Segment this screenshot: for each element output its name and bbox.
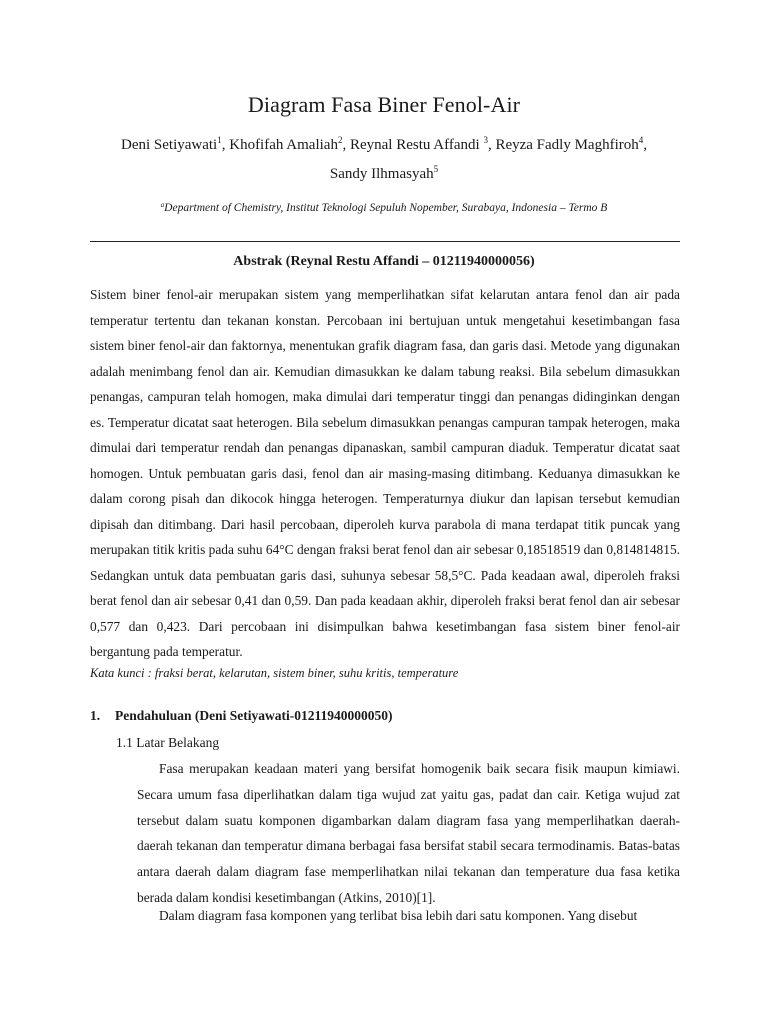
author-superscript: 4	[638, 135, 644, 145]
subsection-heading: 1.1 Latar Belakang	[116, 735, 220, 750]
author-name: Khofifah Amaliah	[229, 137, 338, 153]
author-list	[60, 131, 708, 189]
section-heading	[90, 708, 680, 724]
author-separator: ,	[342, 137, 350, 153]
abstract-heading: Abstrak (Reynal Restu Affandi – 01211940000056)	[233, 254, 535, 269]
author-superscript: 2	[337, 135, 343, 145]
author-separator: ,	[487, 137, 496, 153]
author-name: Deni Setiyawati	[121, 137, 218, 153]
section-title: Pendahuluan (Deni Setiyawati-01211940000050)	[115, 708, 393, 723]
horizontal-rule	[90, 241, 680, 242]
body-paragraph: Dalam diagram fasa komponen yang terlibat bisa lebih dari satu komponen. Yang disebut	[159, 908, 638, 923]
affiliation-mark: a	[160, 201, 165, 209]
author-superscript: 1	[217, 135, 222, 145]
keywords: Kata kunci : fraksi berat, kelarutan, sistem biner, suhu kritis, temperature	[90, 666, 459, 680]
author-name: Reynal Restu Affandi	[349, 137, 484, 153]
affiliation-text: Department of Chemistry, Institut Teknologi Sepuluh Nopember, Surabaya, Indonesia – Termo B	[164, 202, 608, 214]
author-superscript: 5	[433, 164, 439, 174]
author-superscript: 3	[483, 135, 488, 145]
paper-title: Diagram Fasa Biner Fenol-Air	[247, 92, 521, 117]
author-name: Sandy Ilhmasyah	[329, 166, 434, 182]
author-separator: ,	[221, 137, 230, 153]
affiliation	[0, 202, 768, 214]
author-name: Reyza Fadly Maghfiroh	[495, 137, 639, 153]
abstract-body: Sistem biner fenol-air merupakan sistem yang memperlihatkan sifat kelarutan antara fenol dan air pada temperatur tertentu dan tekanan konstan. Percobaan ini bertujuan untuk mengetahui kesetimbangan fasa sistem biner fenol-air dan faktornya, menentukan grafik diagram fasa, dan garis dasi. Metode yang digunakan adalah menimbang fenol dan air. Kemudian dimasukkan ke dalam tabung reaksi. Bila sebelum dimasukkan penangas, campuran telah homogen, maka dimulai dari temperatur tinggi dan penangas didinginkan dengan es. Temperatur dicatat saat heterogen. Bila sebelum dimasukkan penangas campuran tampak heterogen, maka dimulai dari temperatur rendah dan penangas dipanaskan, sambil campuran diaduk. Temperatur dicatat saat homogen. Untuk pembuatan garis dasi, fenol dan air masing-masing ditimbang. Keduanya dimasukkan ke dalam corong pisah dan dikocok hingga heterogen. Temperaturnya diukur dan lapisan tersebut kemudian dipisah dan ditimbang. Dari hasil percobaan, diperoleh kurva parabola di mana terdapat titik puncak yang merupakan titik kritis pada suhu 64°C dengan fraksi berat fenol dan air sebesar 0,18518519 dan 0,814814815. Sedangkan untuk data pembuatan garis dasi, suhunya sebesar 58,5°C. Pada keadaan awal, diperoleh fraksi berat fenol dan air sebesar 0,41 dan 0,59. Dan pada keadaan akhir, diperoleh fraksi berat fenol dan air sebesar 0,577 dan 0,423. Dari percobaan ini disimpulkan bahwa kesetimbangan fasa sistem biner fenol-air bergantung pada temperatur.	[90, 287, 680, 659]
author-separator: ,	[643, 137, 647, 153]
body-paragraph: Fasa merupakan keadaan materi yang bersifat homogenik baik secara fisik maupun kimiawi. Secara umum fasa diperlihatkan dalam tiga wujud zat yaitu gas, padat dan cair. Ketiga wujud zat tersebut dalam suatu komponen digambarkan dalam diagram fasa yang memperlihatkan daerah-daerah tekanan dan temperatur dimana berbagai fasa bersifat stabil secara termodinamis. Batas-batas antara daerah dalam diagram fase memperlihatkan nilai tekanan dan temperature dua fasa ketika berada dalam kondisi kesetimbangan (Atkins, 2010)[1].	[137, 761, 680, 905]
section-number: 1.	[90, 708, 101, 723]
